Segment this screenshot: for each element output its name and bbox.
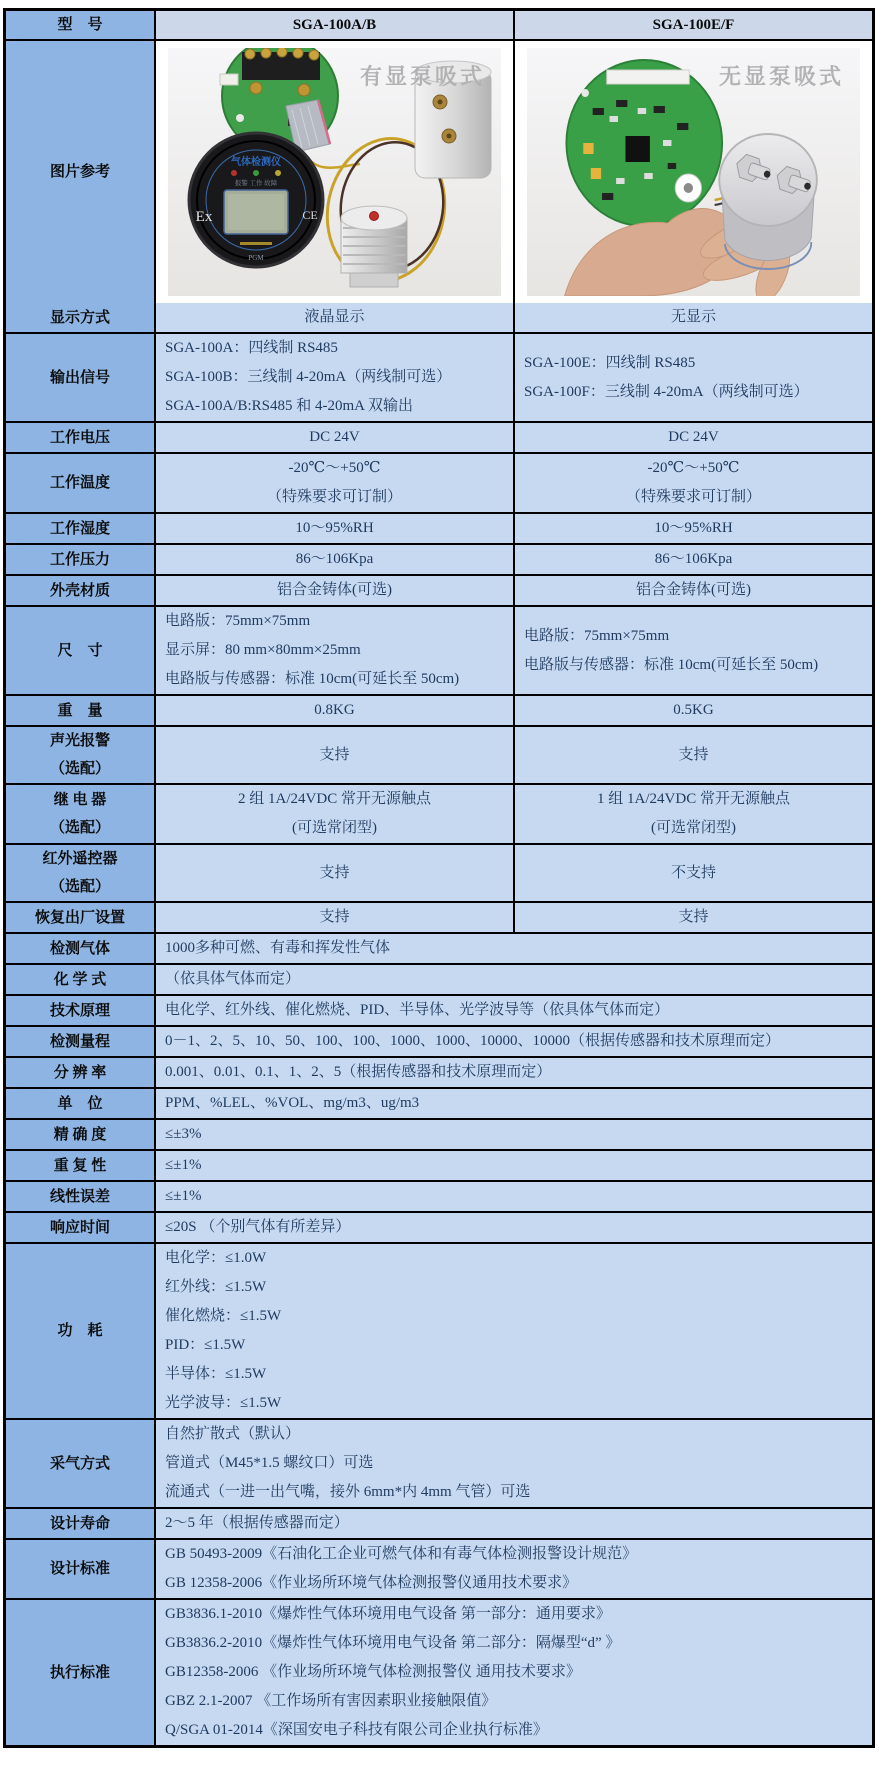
spec-value-cell	[156, 303, 513, 332]
spec-value-cell	[513, 454, 872, 512]
spec-value-line: -20℃～+50℃	[647, 460, 740, 476]
row-label-line: 重 量	[57, 702, 103, 719]
spec-row	[6, 783, 872, 843]
spec-value-line: SGA-100A/B:RS485 和 4-20mA 双输出	[165, 398, 413, 414]
model-header-text: 型 号	[57, 17, 103, 33]
spec-value-line: 0.001、0.01、0.1、1、2、5（根据传感器和技术原理而定）	[165, 1064, 552, 1080]
row-label-line: 设计寿命	[49, 1515, 110, 1532]
spec-value-line: 1000多种可燃、有毒和挥发性气体	[165, 940, 391, 956]
row-label-line: 工作压力	[49, 551, 110, 568]
spec-value-line: 电路版：75mm×75mm	[524, 627, 670, 644]
spec-value-cell	[513, 903, 872, 932]
row-label	[6, 576, 156, 605]
row-label	[6, 785, 156, 843]
spec-row	[6, 1538, 872, 1598]
spec-value-line: SGA-100E：四线制 RS485	[524, 354, 696, 371]
row-label	[6, 303, 156, 332]
row-label-line: 检测量程	[49, 1033, 110, 1050]
spec-value-line: GB12358-2006 《作业场所环境气体检测报警仪 通用技术要求》	[165, 1664, 581, 1680]
ex-mark-text: Ex	[195, 209, 213, 225]
model-name-right: SGA-100E/F	[513, 11, 872, 39]
row-label-line: 功 耗	[57, 1323, 103, 1339]
row-label-line: 输出信号	[49, 369, 110, 386]
spec-value-cell	[156, 1182, 872, 1211]
spec-value-line: Q/SGA 01-2014《深国安电子科技有限公司企业执行标准》	[165, 1722, 548, 1738]
ribbed-sensor-icon	[341, 206, 407, 287]
spec-value-cell	[156, 1244, 872, 1418]
spec-value-line: 管道式（M45*1.5 螺纹口）可选	[165, 1455, 374, 1471]
row-label-line: 恢复出厂设置	[34, 909, 125, 926]
spec-value-line: 2～5 年（根据传感器而定）	[165, 1515, 349, 1531]
spec-value-line: ≤20S （个别气体有所差异）	[165, 1219, 351, 1235]
row-label: 图片参考	[6, 41, 156, 303]
row-label	[6, 727, 156, 783]
spec-value-cell	[156, 545, 513, 574]
spec-value-line: SGA-100A：四线制 RS485	[165, 340, 338, 356]
spec-row	[6, 452, 872, 512]
spec-value-line: 0.5KG	[673, 702, 714, 718]
product-photo-left	[168, 48, 501, 296]
spec-value-cell	[156, 785, 513, 843]
spec-value-line: GB3836.1-2010《爆炸性气体环境用电气设备 第一部分：通用要求》	[165, 1606, 611, 1622]
spec-value-line: 86～106Kpa	[295, 551, 374, 567]
spec-value-cell	[156, 965, 872, 994]
spec-row	[6, 1418, 872, 1507]
spec-value-line: 液晶显示	[304, 309, 365, 325]
spec-row	[6, 605, 872, 694]
ic-chip-icon	[625, 136, 649, 162]
spec-row	[6, 725, 872, 783]
spec-row	[6, 843, 872, 901]
spec-value-cell	[156, 845, 513, 901]
spec-value-line: 半导体：≤1.5W	[165, 1366, 267, 1382]
spec-value-cell	[156, 1027, 872, 1056]
spec-table	[3, 8, 875, 1748]
spec-value-cell	[156, 607, 513, 694]
header-row	[6, 11, 872, 39]
spec-value-line: 10～95%RH	[654, 520, 733, 536]
product-photo-right-cell	[513, 41, 872, 303]
spec-value-line: 0－1、2、5、10、50、100、100、1000、1000、10000、10000（根据传感器和技术原理而定）	[165, 1033, 781, 1049]
spec-value-line: 1 组 1A/24VDC 常开无源触点	[597, 791, 790, 807]
row-label	[6, 903, 156, 932]
row-label-line: 设计标准	[49, 1561, 110, 1577]
row-label-line: （选配）	[49, 879, 110, 895]
ce-mark-text: CE	[302, 208, 318, 222]
spec-row	[6, 1507, 872, 1538]
row-label-line: 工作电压	[49, 429, 110, 446]
row-label	[6, 1420, 156, 1507]
spec-value-line: （特殊要求可订制）	[625, 489, 761, 505]
model-name-left: SGA-100A/B	[156, 11, 513, 39]
spec-row	[6, 421, 872, 452]
spec-value-line: 支持	[319, 864, 350, 881]
spec-value-line: 支持	[319, 746, 350, 763]
spec-value-line: 电化学、红外线、催化燃烧、PID、半导体、光学波导等（依具体气体而定）	[165, 1002, 670, 1018]
spec-value-line: 86～106Kpa	[654, 551, 733, 567]
spec-value-line: 铝合金铸体(可选)	[636, 582, 751, 598]
spec-value-cell	[513, 423, 872, 452]
spec-value-cell	[156, 696, 513, 725]
spec-value-line: (可选常闭型)	[292, 820, 377, 836]
row-label	[6, 1151, 156, 1180]
spec-value-line: 红外线：≤1.5W	[165, 1279, 267, 1295]
spec-row	[6, 1180, 872, 1211]
spec-value-line: 催化燃烧：≤1.5W	[165, 1308, 282, 1324]
spec-value-line: 0.8KG	[314, 702, 355, 718]
row-label-line: 声光报警	[49, 733, 110, 749]
spec-value-line: ≤±1%	[165, 1188, 202, 1204]
spec-value-line: 自然扩散式（默认）	[165, 1426, 301, 1442]
spec-row	[6, 1118, 872, 1149]
spec-row	[6, 1242, 872, 1418]
spec-value-line: 流通式（一进一出气嘴，接外 6mm*内 4mm 气管）可选	[165, 1484, 531, 1500]
spec-value-cell	[156, 1151, 872, 1180]
spec-value-line: 电路版与传感器：标准 10cm(可延长至 50cm)	[524, 656, 819, 673]
row-label-line: 采气方式	[49, 1455, 110, 1472]
spec-value-line: 铝合金铸体(可选)	[277, 582, 392, 598]
row-label	[6, 1058, 156, 1087]
row-label-line: 响应时间	[49, 1219, 110, 1236]
spec-value-line: 电路版：75mm×75mm	[165, 613, 311, 629]
spec-value-cell	[513, 576, 872, 605]
spec-value-line: 支持	[319, 909, 350, 925]
row-label-line: （选配）	[49, 761, 110, 777]
gauge-led-labels: 报警 工作 故障	[234, 180, 278, 187]
row-label	[6, 1244, 156, 1418]
row-label	[6, 1089, 156, 1118]
spec-value-line: ≤±1%	[165, 1157, 202, 1173]
gas-detector-gauge-icon	[189, 133, 323, 267]
row-label	[6, 965, 156, 994]
spec-value-line: 不支持	[670, 864, 716, 881]
row-label	[6, 845, 156, 901]
row-label	[6, 545, 156, 574]
spec-row	[6, 963, 872, 994]
row-label	[6, 696, 156, 725]
spec-value-line: 电路版与传感器：标准 10cm(可延长至 50cm)	[165, 671, 460, 687]
spec-row	[6, 1056, 872, 1087]
spec-value-cell	[156, 514, 513, 543]
row-label	[6, 1213, 156, 1242]
spec-row	[6, 512, 872, 543]
row-label-line: 红外遥控器	[42, 851, 118, 867]
spec-value-cell	[513, 727, 872, 783]
circuit-board-icon	[566, 60, 722, 226]
spec-value-line: SGA-100B：三线制 4-20mA（两线制可选）	[165, 369, 452, 385]
row-label	[6, 1540, 156, 1598]
spec-value-line: GB3836.2-2010《爆炸性气体环境用电气设备 第二部分：隔爆型“d” 》	[165, 1635, 621, 1651]
row-label	[6, 607, 156, 694]
row-label-line: 单 位	[57, 1095, 103, 1112]
spec-row	[6, 574, 872, 605]
spec-value-line: DC 24V	[309, 429, 360, 445]
spec-value-line: -20℃～+50℃	[288, 460, 381, 476]
row-label	[6, 1027, 156, 1056]
spec-value-cell	[156, 934, 872, 963]
row-label-line: （选配）	[49, 820, 110, 836]
spec-value-cell	[513, 514, 872, 543]
spec-value-cell	[156, 1600, 872, 1745]
spec-value-line: GB 50493-2009《石油化工企业可燃气体和有毒气体检测报警设计规范》	[165, 1546, 638, 1562]
row-label-line: 工作湿度	[49, 520, 110, 537]
spec-value-line: GB 12358-2006《作业场所环境气体检测报警仪通用技术要求》	[165, 1575, 578, 1591]
row-label-line: 重 复 性	[53, 1157, 107, 1174]
connector-icon	[220, 74, 238, 85]
row-label-line: 工作温度	[49, 475, 110, 491]
spec-value-line: (可选常闭型)	[651, 820, 736, 836]
spec-value-cell	[156, 1540, 872, 1598]
spec-value-line: PID：≤1.5W	[165, 1337, 246, 1353]
spec-value-line: 支持	[678, 909, 709, 925]
spec-value-line: 10～95%RH	[295, 520, 374, 536]
spec-value-line: 2 组 1A/24VDC 常开无源触点	[238, 791, 431, 807]
spec-row	[6, 694, 872, 725]
row-label-line: 技术原理	[49, 1002, 110, 1019]
spec-value-line: PPM、%LEL、%VOL、mg/m3、ug/m3	[165, 1095, 420, 1111]
spec-value-cell	[156, 334, 513, 421]
row-label-line: 执行标准	[49, 1664, 110, 1681]
spec-value-cell	[156, 576, 513, 605]
spec-value-cell	[156, 1420, 872, 1507]
row-label-line: 外壳材质	[49, 582, 110, 599]
spec-row	[6, 1211, 872, 1242]
spec-value-line: DC 24V	[668, 429, 719, 445]
spec-value-cell	[513, 845, 872, 901]
row-label	[6, 423, 156, 452]
spec-row	[6, 1149, 872, 1180]
gauge-title-text: 气体检测仪	[231, 157, 281, 168]
spec-value-line: ≤±3%	[165, 1126, 202, 1142]
row-label	[6, 514, 156, 543]
spec-value-cell	[156, 454, 513, 512]
row-label-line: 线性误差	[49, 1188, 110, 1205]
spec-value-line: 显示屏：80 mm×80mm×25mm	[165, 642, 361, 658]
spec-value-line: （特殊要求可订制）	[266, 489, 402, 505]
row-label	[6, 1120, 156, 1149]
spec-value-line: 支持	[678, 746, 709, 763]
spec-row	[6, 303, 872, 332]
spec-row	[6, 932, 872, 963]
spec-value-cell	[156, 1213, 872, 1242]
spec-value-cell	[156, 1120, 872, 1149]
row-label	[6, 1182, 156, 1211]
row-label-line: 化 学 式	[53, 971, 107, 988]
row-label-line: 精 确 度	[53, 1126, 107, 1143]
spec-value-line: （依具体气体而定）	[165, 971, 301, 987]
spec-value-cell	[513, 785, 872, 843]
row-label	[6, 996, 156, 1025]
spec-value-cell	[156, 1058, 872, 1087]
spec-value-cell	[513, 303, 872, 332]
row-label	[6, 934, 156, 963]
spec-value-cell	[513, 545, 872, 574]
spec-rows	[6, 303, 872, 1745]
spec-value-cell	[156, 727, 513, 783]
spec-row	[6, 901, 872, 932]
pgm-label-text: PGM	[248, 254, 264, 262]
row-label-line: 检测气体	[49, 940, 110, 957]
spec-value-line: 电化学：≤1.0W	[165, 1250, 267, 1266]
row-label-line: 显示方式	[49, 309, 110, 326]
spec-row	[6, 332, 872, 421]
row-label-line: 分 辨 率	[53, 1064, 107, 1081]
spec-value-line: 光学波导：≤1.5W	[165, 1395, 282, 1411]
spec-value-line: GBZ 2.1-2007 《工作场所有害因素职业接触限值》	[165, 1693, 497, 1709]
spec-value-cell	[513, 607, 872, 694]
spec-row	[6, 1598, 872, 1745]
spec-row	[6, 1025, 872, 1056]
spec-value-cell	[156, 903, 513, 932]
spec-row	[6, 994, 872, 1025]
watermark-right: 无显泵吸式	[718, 64, 844, 89]
model-header-label	[6, 11, 156, 39]
row-label	[6, 454, 156, 512]
spec-value-cell	[513, 696, 872, 725]
watermark-left: 有显泵吸式	[359, 64, 485, 89]
label-sticker-icon	[607, 70, 690, 84]
image-row	[6, 39, 872, 303]
spec-row	[6, 543, 872, 574]
row-label-line: 继 电 器	[53, 792, 107, 808]
spec-value-cell	[156, 1089, 872, 1118]
row-label-line: 尺 寸	[57, 642, 103, 659]
row-label	[6, 1509, 156, 1538]
spec-value-line: 无显示	[670, 309, 716, 325]
product-photo-left-cell	[156, 41, 513, 303]
product-photo-right	[527, 48, 860, 296]
spec-value-cell	[156, 423, 513, 452]
spec-value-cell	[156, 996, 872, 1025]
row-label	[6, 334, 156, 421]
pump-sensor-icon	[719, 134, 817, 269]
row-label	[6, 1600, 156, 1745]
spec-row	[6, 1087, 872, 1118]
spec-value-line: SGA-100F：三线制 4-20mA（两线制可选）	[524, 383, 809, 400]
spec-value-cell	[156, 1509, 872, 1538]
spec-value-cell	[513, 334, 872, 421]
